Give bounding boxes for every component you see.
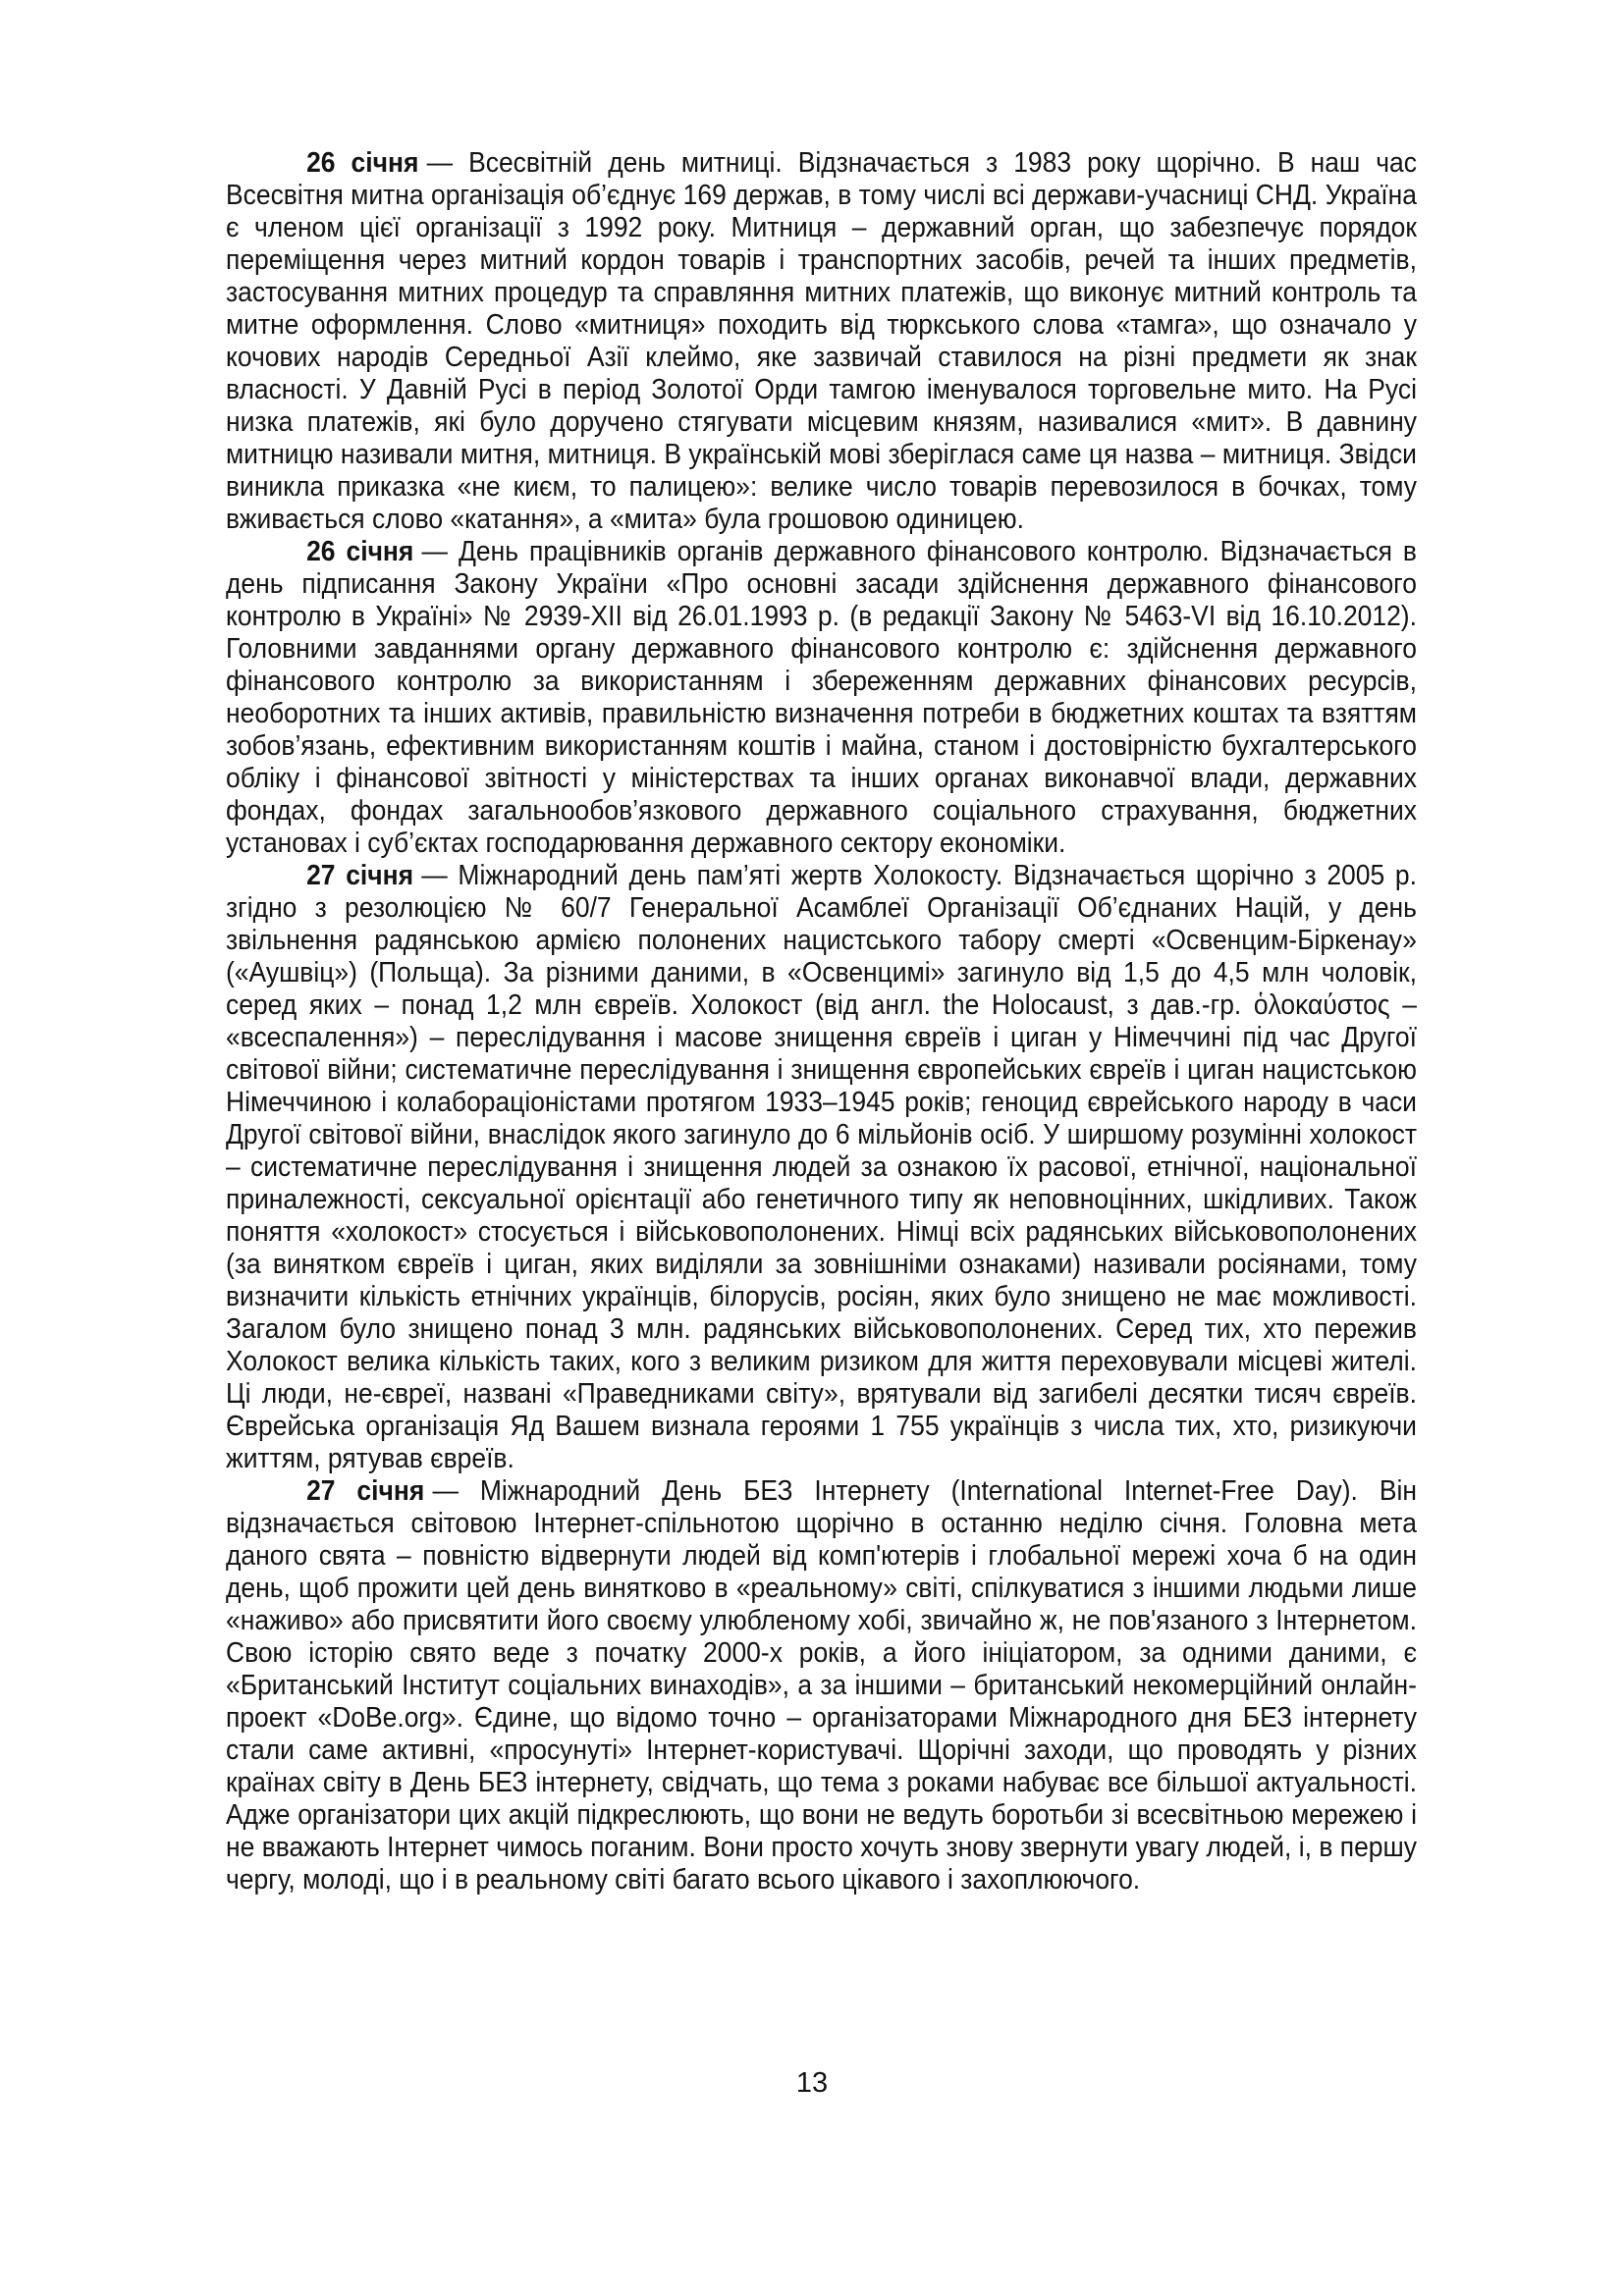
paragraph-body: — Міжнародний день пам’яті жертв Холокосту. Відзначається щорічно з 2005 р. згідно з резолюцією № 60/7 Генеральної Асамблеї Організації Об’єднаних Націй, у день звільнення радянською армією полонених нацистського табору смерті «Освенцим-Біркенау» («Аушвіц») (Польща). За різними даними, в «Освенцимі» загинуло від 1,5 до 4,5 млн чоловік, серед яких – понад 1,2 млн євреїв. Холокост (від англ. the Holocaust, з дав.-гр. ὁλοκαύστος – «всеспалення») – переслідування і масове знищення євреїв і циган у Німеччині під час Другої світової війни; систематичне переслідування і знищення європейських євреїв і циган нацистською Німеччиною і колабораціоністами протягом 1933–1945 років; геноцид єврейського народу в часи Другої світової війни, внаслідок якого загинуло до 6 мільйонів осіб. У ширшому розумінні холокост – систематичне переслідування і знищення людей за ознакою їх расової, етнічної, національної приналежності, сексуальної орієнтації або генетичного типу як неповноцінних, шкідливих. Також поняття «холокост» стосується і військовополонених. Німці всіх радянських військовополонених (за винятком євреїв і циган, яких виділяли за зовнішніми ознаками) називали росіянами, тому визначити кількість етнічних українців, білорусів, росіян, яких було знищено не має можливості. Загалом було знищено понад 3 млн. радянських військовополонених. Серед тих, хто пережив Холокост велика кількість таких, кого з великим ризиком для життя переховували місцеві жителі. Ці люди, не-євреї, названі «Праведниками світу», врятували від загибелі десятки тисяч євреїв. Єврейська організація Яд Вашем визнала героями 1 755 українців з числа тих, хто, ризикуючи життям, рятував євреїв. — [226, 860, 1417, 1474]
paragraph-date: 27 січня — [306, 1475, 425, 1507]
paragraph-customs-day — [226, 147, 1417, 536]
paragraph-date: 26 січня — [306, 536, 414, 567]
paragraph-body: — Всесвітній день митниці. Відзначається з 1983 року щорічно. В наш час Всесвітня митна організація об’єднує 169 держав, в тому числі всі держави-учасниці СНД. Україна є членом цієї організації з 1992 року. Митниця – державний орган, що забезпечує порядок переміщення через митний кордон товарів і транспортних засобів, речей та інших предметів, застосування митних процедур та справляння митних платежів, що виконує митний контроль та митне оформлення. Слово «митниця» походить від тюркського слова «тамга», що означало у кочових народів Середньої Азії клеймо, яке зазвичай ставилося на різні предмети як знак власності. У Давній Русі в період Золотої Орди тамгою іменувалося торговельне мито. На Русі низка платежів, які було доручено стягувати місцевим князям, називалися «мит». В давнину митницю називали митня, митниця. В українській мові зберіглася саме ця назва – митниця. Звідси виникла приказка «не києм, то палицею»: велике число товарів перевозилося в бочках, тому вживається слово «катання», а «мита» була грошовою одиницею. — [226, 147, 1417, 535]
page-number: 13 — [795, 2067, 829, 2099]
paragraph-financial-control-day — [226, 536, 1417, 860]
paragraph-date: 27 січня — [306, 860, 414, 891]
page-text-block — [226, 147, 1417, 1896]
paragraph-date: 26 січня — [306, 147, 419, 179]
paragraph-holocaust-remembrance-day — [226, 860, 1417, 1475]
paragraph-internet-free-day — [226, 1475, 1417, 1896]
paragraph-body: — Міжнародний День БЕЗ Інтернету (International Internet-Free Day). Він відзначається світовою Інтернет-спільнотою щорічно в останню неділю січня. Головна мета даного свята – повністю відвернути людей від комп'ютерів і глобальної мережі хоча б на один день, щоб прожити цей день винятково в «реальному» світі, спілкуватися з іншими людьми лише «наживо» або присвятити його своєму улюбленому хобі, звичайно ж, не пов'язаного з Інтернетом. Свою історію свято веде з початку 2000-х років, а його ініціатором, за одними даними, є «Британський Інститут соціальних винаходів», а за іншими – британський некомерційний онлайн-проект «DoBe.org». Єдине, що відомо точно – організаторами Міжнародного дня БЕЗ інтернету стали саме активні, «просунуті» Інтернет-користувачі. Щорічні заходи, що проводять у різних країнах світу в День БЕЗ інтернету, свідчать, що тема з роками набуває все більшої актуальності. Адже організатори цих акцій підкреслюють, що вони не ведуть боротьби зі всесвітньою мережею і не вважають Інтернет чимось поганим. Вони просто хочуть знову звернути увагу людей, і, в першу чергу, молоді, що і в реальному світі багато всього цікавого і захоплюючого. — [226, 1475, 1417, 1896]
paragraph-body: — День працівників органів державного фінансового контролю. Відзначається в день підписання Закону України «Про основні засади здійснення державного фінансового контролю в Україні» № 2939-XII від 26.01.1993 р. (в редакції Закону № 5463-VI від 16.10.2012). Головними завданнями органу державного фінансового контролю є: здійснення державного фінансового контролю за використанням і збереженням державних фінансових ресурсів, необоротних та інших активів, правильністю визначення потреби в бюджетних коштах та взяттям зобов’язань, ефективним використанням коштів і майна, станом і достовірністю бухгалтерського обліку і фінансової звітності у міністерствах та інших органах виконавчої влади, державних фондах, фондах загальнообов’язкового державного соціального страхування, бюджетних установах і суб’єктах господарювання державного сектору економіки. — [226, 536, 1417, 859]
